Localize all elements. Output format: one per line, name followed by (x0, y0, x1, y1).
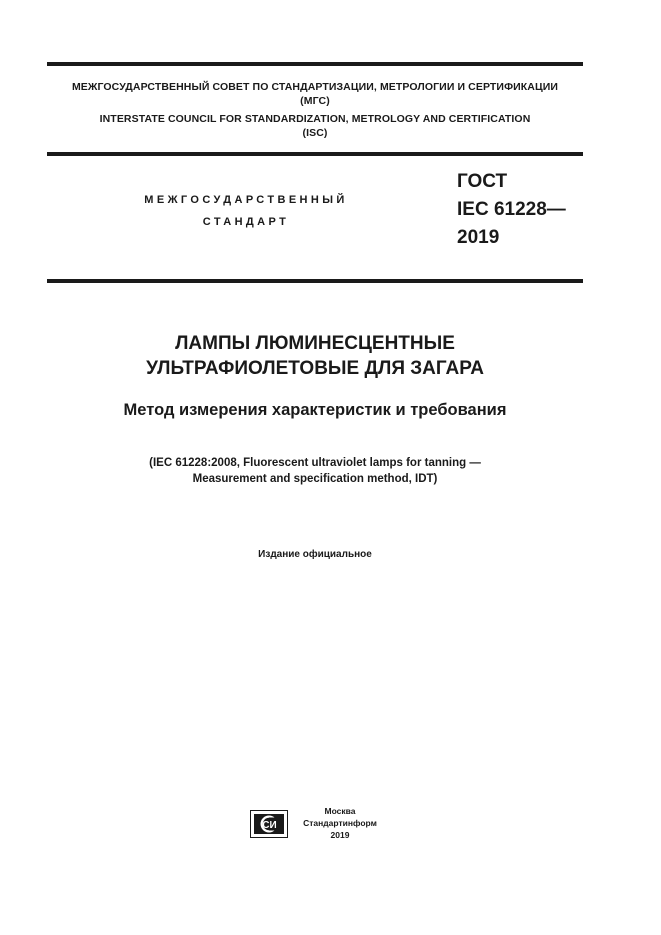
svg-text:СИ: СИ (262, 820, 277, 831)
standard-kind (110, 189, 382, 233)
iec-reference-line1: (IEC 61228:2008, Fluorescent ultraviolet lamps for tanning — (149, 457, 481, 469)
header-divider-rule (47, 152, 583, 156)
designation-line2: IEC 61228— (457, 199, 566, 220)
council-name-en-line1: INTERSTATE COUNCIL FOR STANDARDIZATION, METROLOGY AND CERTIFICATION (99, 113, 531, 125)
publisher-city: Москва (324, 806, 356, 816)
publisher-name: Стандартинформ (303, 818, 377, 828)
designation-year: 2019 (457, 227, 500, 248)
council-abbr-en: (ISC) (302, 127, 328, 139)
document-title (47, 331, 583, 381)
title-divider-rule (47, 279, 583, 283)
council-name-ru (47, 80, 583, 108)
council-name-en (47, 112, 583, 140)
standard-kind-line2: СТАНДАРТ (202, 216, 290, 228)
top-rule (47, 62, 583, 66)
document-title-line2: УЛЬТРАФИОЛЕТОВЫЕ ДЛЯ ЗАГАРА (146, 358, 484, 379)
council-abbr-ru: (МГС) (300, 95, 330, 107)
document-subtitle: Метод измерения характеристик и требования (123, 401, 507, 419)
standard-designation (457, 168, 566, 252)
council-name-ru-line1: МЕЖГОСУДАРСТВЕННЫЙ СОВЕТ ПО СТАНДАРТИЗАЦИИ, МЕТРОЛОГИИ И СЕРТИФИКАЦИИ (71, 81, 559, 93)
standard-kind-line1: МЕЖГОСУДАРСТВЕННЫЙ (144, 194, 348, 206)
iec-reference-line2: Measurement and specification method, IDT) (192, 473, 438, 485)
publisher-year: 2019 (330, 830, 350, 840)
designation-line1: ГОСТ (457, 171, 508, 192)
publisher-block (296, 805, 384, 841)
iec-reference (47, 455, 583, 487)
edition-note: Издание официальное (258, 549, 372, 560)
document-title-line1: ЛАМПЫ ЛЮМИНЕСЦЕНТНЫЕ (175, 333, 455, 354)
standartinform-logo-icon (250, 810, 288, 838)
